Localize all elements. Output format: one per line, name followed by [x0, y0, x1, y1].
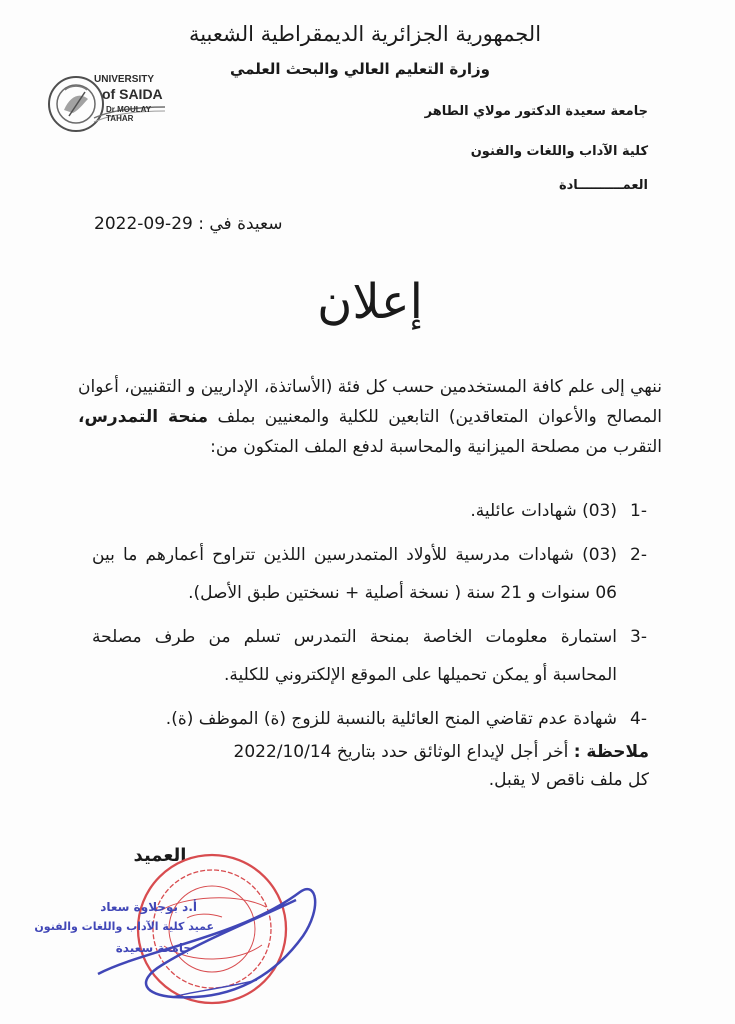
- document-list: [92, 492, 647, 744]
- logo-text-moulay-tahar: Dr MOULAY TAHAR: [106, 105, 151, 123]
- list-item-text: (03) شهادات مدرسية للأولاد المتمدرسين اللذين تتراوح أعمارهم ما بين 06 سنوات و 21 سنة ( نسخة أصلية + نسختين طبق الأصل).: [92, 545, 617, 603]
- list-item: [92, 700, 647, 738]
- note-label: ملاحظة :: [573, 742, 649, 762]
- ministry-heading: وزارة التعليم العالي والبحث العلمي: [229, 60, 491, 78]
- stamp-seal-icon: [72, 852, 332, 1024]
- logo-text-saida: of SAIDA: [102, 86, 163, 102]
- list-item: [92, 536, 647, 612]
- note-block: [89, 738, 649, 794]
- announcement-title: إعلان: [317, 274, 423, 330]
- university-logo: [46, 70, 171, 138]
- note-text: أخر أجل لإيداع الوثائق حدد بتاريخ 2022/10/14: [233, 742, 569, 762]
- list-item-text: استمارة معلومات الخاصة بمنحة التمدرس تسلم من طرف مصلحة المحاسبة أو يمكن تحميلها على الموقع الإلكتروني للكلية.: [92, 627, 617, 685]
- stamp-line-name: أ.د بوجلاوة سعاد: [100, 900, 197, 914]
- list-item-text: (03) شهادات عائلية.: [470, 501, 617, 521]
- faculty-name: كلية الآداب واللغات والفنون: [470, 144, 648, 159]
- list-item-number: -2: [630, 545, 647, 565]
- deanship-label: العمــــــــــادة: [558, 178, 648, 193]
- intro-text: ننهي إلى علم كافة المستخدمين حسب كل فئة (الأساتذة، الإداريين و التقنيين، أعوان المصالح والأعوان المتعاقدين) التابعين للكلية والمعنيين بملف: [78, 377, 663, 427]
- note-line-1: [89, 738, 649, 766]
- list-item-number: -1: [630, 501, 647, 521]
- republic-heading: الجمهورية الجزائرية الديمقراطية الشعبية: [188, 22, 542, 46]
- logo-text-university: UNIVERSITY: [94, 74, 155, 85]
- note-line-2: كل ملف ناقص لا يقبل.: [488, 770, 649, 790]
- dean-label: العميد: [133, 845, 187, 866]
- stamp-line-university: جامعة سعيدة: [115, 941, 192, 955]
- list-item-number: -4: [630, 709, 647, 729]
- date-line: سعيدة في : 29-09-2022: [94, 214, 283, 234]
- list-item-text: شهادة عدم تقاضي المنح العائلية بالنسبة للزوج (ة) الموظف (ة).: [165, 709, 617, 729]
- list-item: [92, 492, 647, 530]
- list-item-number: -3: [630, 627, 647, 647]
- list-item: [92, 618, 647, 694]
- intro-rest-text: التقرب من مصلحة الميزانية والمحاسبة لدفع الملف المتكون من:: [210, 437, 662, 457]
- stamp-line-title: عميد كلية الآداب واللغات والفنون: [34, 920, 214, 933]
- intro-paragraph: [78, 372, 662, 462]
- intro-bold-text: منحة التمدرس،: [78, 407, 209, 427]
- official-stamp: [34, 852, 332, 1024]
- university-name: جامعة سعيدة الدكتور مولاي الطاهر: [424, 104, 648, 119]
